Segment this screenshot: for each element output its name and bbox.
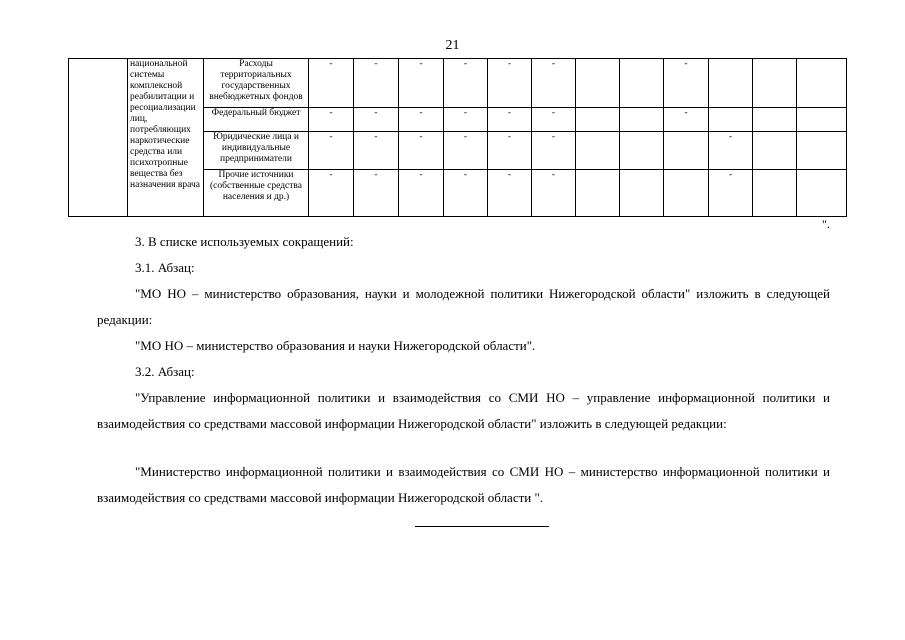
paragraph-section-3: 3. В списке используемых сокращений: [135,234,354,249]
value-cell [797,59,847,108]
value-cell [620,132,664,170]
value-cell [576,170,620,217]
value-cell: - [488,59,532,108]
value-cell: - [309,132,354,170]
value-cell: - [354,59,399,108]
page-number: 21 [445,38,460,53]
paragraph-mo-no-old: "МО НО – министерство образования, науки и молодежной политики Нижегородской области" изложить в следующей редакции: [97,286,830,327]
value-cell [664,132,709,170]
value-cell: - [399,170,444,217]
paragraph-section-3-2: 3.2. Абзац: [135,364,195,379]
value-cell: - [664,59,709,108]
table-closing-quote: ". [822,217,830,231]
value-cell [797,170,847,217]
value-cell [709,108,753,132]
value-cell [753,170,797,217]
value-cell [709,59,753,108]
value-cell: - [444,132,488,170]
value-cell [620,170,664,217]
paragraph-info-policy-old: "Управление информационной политики и взаимодействия со СМИ НО – управление информационной политики и взаимодействия со средствами массовой информации Нижегородской области" изложить в следующей редакции: [97,390,830,431]
funding-source-cell: Юридические лица и индивидуальные предприниматели [204,132,309,170]
paragraph-mo-no-new: "МО НО – министерство образования и науки Нижегородской области". [135,338,536,353]
measure-description-cell: национальной системы комплексной реабилитации и ресоциализации лиц, потребляющих наркотические средства или психотропные вещества без назначения врача [128,59,204,217]
paragraph-info-policy-new: "Министерство информационной политики и взаимодействия со СМИ НО – министерство информационной политики и взаимодействия со средствами массовой информации Нижегородской области ". [97,464,830,505]
value-cell: - [664,108,709,132]
value-cell [753,59,797,108]
value-cell: - [354,170,399,217]
value-cell: - [354,132,399,170]
value-cell: - [532,170,576,217]
value-cell: - [444,170,488,217]
value-cell: - [444,59,488,108]
table-row [69,59,847,108]
value-cell: - [488,170,532,217]
funding-table [68,58,847,217]
empty-cell [69,59,128,217]
value-cell: - [488,108,532,132]
value-cell: - [709,170,753,217]
value-cell: - [309,170,354,217]
value-cell: - [399,132,444,170]
closing-rule [415,526,549,527]
value-cell: - [399,59,444,108]
paragraph-section-3-1: 3.1. Абзац: [135,260,195,275]
value-cell [620,108,664,132]
value-cell: - [532,108,576,132]
value-cell: - [309,108,354,132]
value-cell [576,59,620,108]
value-cell: - [309,59,354,108]
value-cell [753,108,797,132]
value-cell [576,108,620,132]
funding-source-cell: Федеральный бюджет [204,108,309,132]
value-cell: - [399,108,444,132]
value-cell [664,170,709,217]
value-cell [753,132,797,170]
value-cell: - [709,132,753,170]
value-cell [797,108,847,132]
value-cell: - [354,108,399,132]
funding-source-cell: Прочие источники (собственные средства населения и др.) [204,170,309,217]
value-cell: - [488,132,532,170]
value-cell [576,132,620,170]
value-cell: - [532,132,576,170]
value-cell: - [444,108,488,132]
funding-source-cell: Расходы территориальных государственных внебюджетных фондов [204,59,309,108]
value-cell: - [532,59,576,108]
value-cell [797,132,847,170]
value-cell [620,59,664,108]
